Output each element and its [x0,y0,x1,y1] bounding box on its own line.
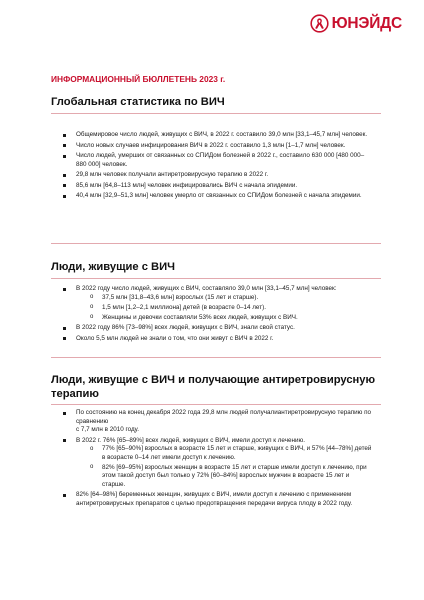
list-item: В 2022 году 86% [73–98%] всех людей, живущих с ВИЧ, знали свой статус. [62,324,372,333]
sub-list-item: o 77% [65–90%] взрослых в возрасте 15 лет и старше, живущих с ВИЧ, и 57% [44–78%] детей в возрасте 0–14 лет имели доступ к лечению. [76,445,372,462]
section-divider [51,357,381,358]
list-item: 85,6 млн [64,8–113 млн] человек инфицировались ВИЧ с начала эпидемии. [62,182,372,191]
bulletin-title: ИНФОРМАЦИОННЫЙ БЮЛЛЕТЕНЬ 2023 г. [51,74,226,84]
section-divider [51,278,381,279]
logo-text: ЮНЭЙДС [331,14,402,32]
art-list [62,409,372,510]
sub-list-item: o 1,5 млн [1,2–2,1 миллиона] детей (в возрасте 0–14 лет). [76,304,372,313]
list-item [62,409,372,435]
list-item: Число новых случаев инфицирования ВИЧ в 2022 г. составило 1,3 млн [1–1,7 млн] человек. [62,142,372,151]
section-title-people-living-with-hiv: Люди, живущие с ВИЧ [51,261,176,273]
section-title-global-stats: Глобальная статистика по ВИЧ [51,96,225,108]
list-item-text: По состоянию на конец декабря 2022 года 29,8 млн людей получалиантиретровирусную терапию по сравнению [76,409,372,425]
list-item [62,437,372,490]
list-item-text: с 7,7 млн в 2010 году. [76,426,139,433]
section-title-art: Люди, живущие с ВИЧ и получающие антиретровирусную терапию [51,374,376,400]
section-divider [51,113,381,114]
sub-list-item: o 82% [69–95%] взрослых женщин в возрасте 15 лет и старше имели доступ к лечению, при этом такой доступ был только у 72% [60–84%] взрослых мужчин в возрасте 15 лет и старше. [76,464,372,490]
list-item: 29,8 млн человек получали антиретровирусную терапию в 2022 г. [62,171,372,180]
list-item [62,285,372,322]
list-item-text: В 2022 году число людей, живущих с ВИЧ, составляло 39,0 млн [33,1–45,7 млн] человек: [76,285,337,292]
global-stats-list [62,131,372,203]
sub-list [76,445,372,489]
list-item: 40,4 млн [32,9–51,3 млн] человек умерло от связанных со СПИДом болезней с начала эпидемии. [62,192,372,201]
list-item: Общемировое число людей, живущих с ВИЧ, в 2022 г. составило 39,0 млн [33,1–45,7 млн] человек. [62,131,372,140]
list-item: Около 5,5 млн людей не знали о том, что они живут с ВИЧ в 2022 г. [62,335,372,344]
section-divider [51,243,381,244]
sub-list-item: o Женщины и девочки составляли 53% всех людей, живущих с ВИЧ. [76,314,372,323]
red-ribbon-icon [310,14,329,33]
list-item-text: В 2022 г. 76% [65–89%] всех людей, живущих с ВИЧ, имели доступ к лечению. [76,436,305,444]
sub-list-item: o 37,5 млн [31,8–43,6 млн] взрослых (15 лет и старше). [76,294,372,303]
sub-list [76,294,372,323]
unaids-logo [310,14,402,33]
people-living-list [62,285,372,345]
list-item: Число людей, умерших от связанных со СПИДом болезней в 2022 г., составило 630 000 [480 000–880 000] человек. [62,152,372,169]
section-divider [51,404,381,405]
list-item: 82% [64–98%] беременных женщин, живущих с ВИЧ, имели доступ к лечению с применением антиретровирусных препаратов с целью предотвращения передачи вируса плоду в 2022 году. [62,491,372,508]
